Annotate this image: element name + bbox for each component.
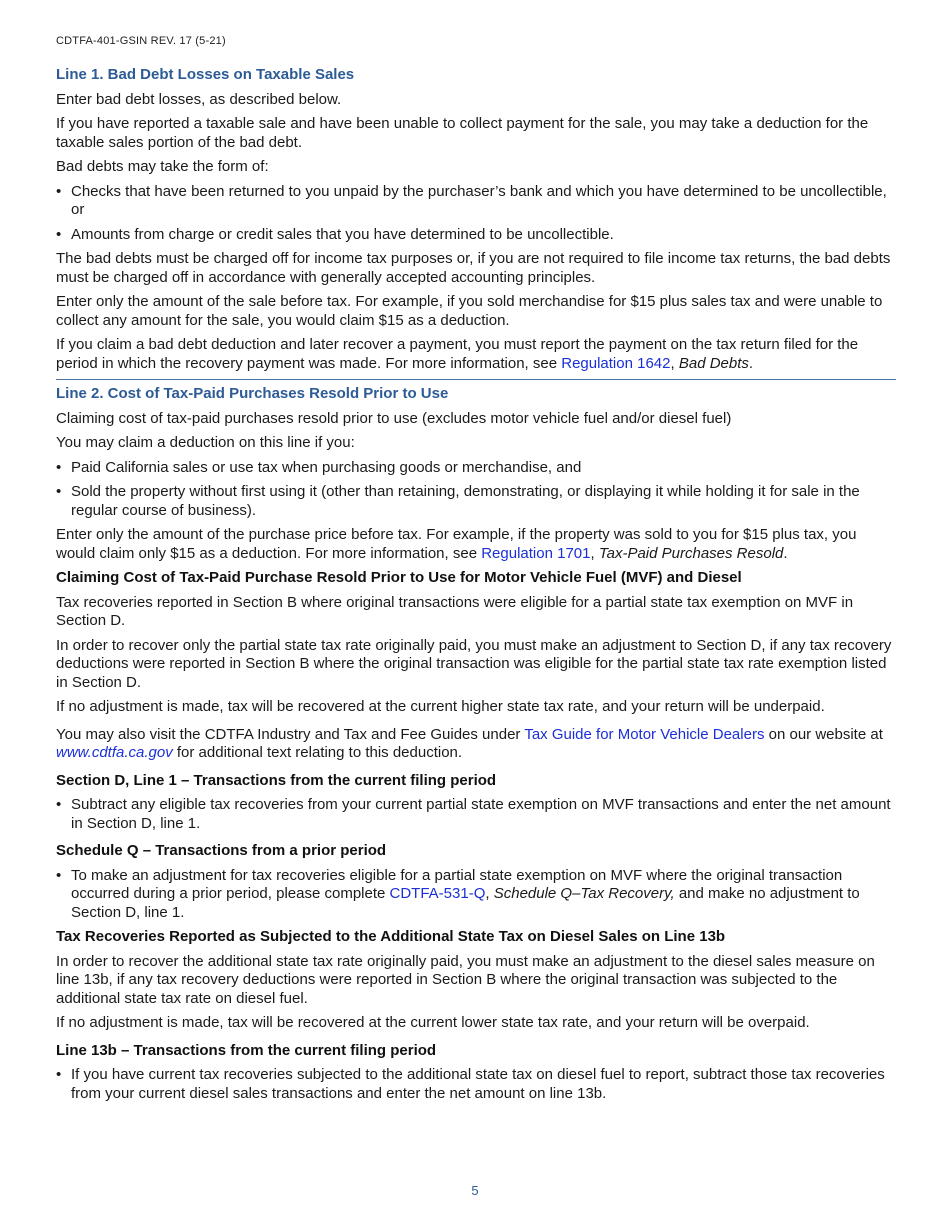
list-item: • Paid California sales or use tax when purchasing goods or merchandise, and bbox=[56, 459, 896, 478]
text: Enter only the amount of the purchase price before tax. For example, if the property was sold to you for $15 plus tax, you would claim only $15 as a deduction. For more information, see bbox=[56, 526, 857, 562]
line1-intro: Enter bad debt losses, as described below. bbox=[56, 90, 342, 108]
text: for additional text relating to this deduction. bbox=[172, 744, 463, 761]
section-d-bullet-list bbox=[56, 796, 896, 833]
line2-paragraph bbox=[56, 526, 896, 563]
text: , bbox=[670, 354, 679, 372]
list-item: • Amounts from charge or credit sales that you have determined to be uncollectible. bbox=[56, 226, 896, 245]
line1-paragraph bbox=[56, 336, 896, 373]
list-item: • Subtract any eligible tax recoveries from your current partial state exemption on MVF transactions and enter the net amount in Section D, line 1. bbox=[56, 796, 896, 833]
line2-paragraph: You may claim a deduction on this line if you: bbox=[56, 434, 355, 451]
diesel-paragraph: If no adjustment is made, tax will be recovered at the current lower state tax rate, and your return will be overpaid. bbox=[56, 1014, 810, 1031]
mvf-paragraph: In order to recover only the partial state tax rate originally paid, you must make an adjustment to Section D, if any tax recovery deductions were reported in Section B where the original transaction was eligible for the partial state tax rate exemption listed in Section D. bbox=[56, 636, 892, 691]
mvf-heading: Claiming Cost of Tax-Paid Purchase Resold Prior to Use for Motor Vehicle Fuel (MVF) and Diesel bbox=[56, 569, 742, 586]
line13b-heading: Line 13b – Transactions from the current filing period bbox=[56, 1041, 437, 1059]
line2-heading: Line 2. Cost of Tax-Paid Purchases Resold Prior to Use bbox=[56, 385, 449, 402]
form-id: CDTFA-401-GSIN REV. 17 (5-21) bbox=[56, 35, 226, 47]
text: . bbox=[748, 354, 754, 372]
mvf-paragraph bbox=[56, 726, 896, 763]
text: You may also visit the CDTFA Industry and Tax and Fee Guides under bbox=[56, 725, 525, 743]
cdtfa-531-q-link[interactable]: CDTFA-531-Q bbox=[389, 885, 486, 902]
line1-paragraph: The bad debts must be charged off for income tax purposes or, if you are not required to file income tax returns, the bad debts must be charged off in accordance with generally accepted accounting principles. bbox=[56, 250, 891, 286]
schedule-q-heading: Schedule Q – Transactions from a prior period bbox=[56, 842, 387, 859]
section-d-heading: Section D, Line 1 – Transactions from the current filing period bbox=[56, 771, 497, 789]
mvf-paragraph: Tax recoveries reported in Section B where original transactions were eligible for a partial state tax exemption on MVF in Section D. bbox=[56, 593, 854, 629]
diesel-paragraph: In order to recover the additional state tax rate originally paid, you must make an adjustment to the diesel sales measure on line 13b, if any tax recovery deductions were reported in Section B where the original transaction was subjected to the additional state tax rate on diesel fuel. bbox=[56, 952, 875, 1007]
diesel-heading: Tax Recoveries Reported as Subjected to the Additional State Tax on Diesel Sales on Line 13b bbox=[56, 928, 726, 945]
list-item bbox=[56, 867, 896, 923]
text: To make an adjustment for tax recoveries eligible for a partial state exemption on MVF where the original transaction occurred during a prior period, please complete bbox=[71, 866, 843, 902]
line1-paragraph: Enter only the amount of the sale before tax. For example, if you sold merchandise for $15 plus sales tax and were unable to collect any amount for the sale, you would claim $15 as a deduction. bbox=[56, 293, 883, 329]
list-item: • Sold the property without first using it (other than retaining, demonstrating, or displaying it while holding it for sale in the regular course of business). bbox=[56, 483, 896, 520]
line1-heading: Line 1. Bad Debt Losses on Taxable Sales bbox=[56, 66, 355, 83]
page-number: 5 bbox=[471, 1183, 479, 1198]
text: and make no adjustment to Section D, line 1. bbox=[71, 885, 860, 921]
line1-bullet-list bbox=[56, 183, 896, 245]
text: , bbox=[590, 544, 599, 562]
mvf-paragraph: If no adjustment is made, tax will be recovered at the current higher state tax rate, and your return will be underpaid. bbox=[56, 698, 825, 715]
italic-title: Tax-Paid Purchases Resold bbox=[598, 544, 784, 562]
schedule-q-bullet-list bbox=[56, 867, 896, 923]
line2-intro: Claiming cost of tax-paid purchases resold prior to use (excludes motor vehicle fuel and/or diesel fuel) bbox=[56, 409, 732, 427]
cdtfa-website-link[interactable]: www.cdtfa.ca.gov bbox=[56, 744, 173, 761]
list-item: • Checks that have been returned to you unpaid by the purchaser’s bank and which you have determined to be uncollectible, or bbox=[56, 183, 896, 220]
document-body bbox=[56, 66, 896, 1109]
text: on our website at bbox=[764, 725, 883, 743]
list-item: • If you have current tax recoveries subjected to the additional state tax on diesel fuel to report, subtract those tax recoveries from your current diesel sales transactions and enter the net amount on line 13b. bbox=[56, 1066, 896, 1103]
text: If you claim a bad debt deduction and later recover a payment, you must report the payment on the tax return filed for the period in which the recovery payment was made. For more information, see bbox=[56, 336, 859, 372]
text: . bbox=[783, 544, 788, 562]
tax-guide-mvd-link[interactable]: Tax Guide for Motor Vehicle Dealers bbox=[524, 725, 765, 743]
text: , bbox=[485, 885, 494, 902]
line1-paragraph: If you have reported a taxable sale and have been unable to collect payment for the sale, you may take a deduction for the taxable sales portion of the bad debt. bbox=[56, 115, 869, 151]
line1-paragraph: Bad debts may take the form of: bbox=[56, 158, 269, 175]
line2-bullet-list bbox=[56, 459, 896, 521]
regulation-1642-link[interactable]: Regulation 1642 bbox=[561, 354, 671, 372]
regulation-1701-link[interactable]: Regulation 1701 bbox=[481, 544, 591, 562]
italic-title: Bad Debts bbox=[678, 354, 749, 372]
italic-title: Schedule Q–Tax Recovery, bbox=[493, 885, 675, 902]
line13b-bullet-list bbox=[56, 1066, 896, 1103]
section-divider bbox=[56, 379, 896, 380]
